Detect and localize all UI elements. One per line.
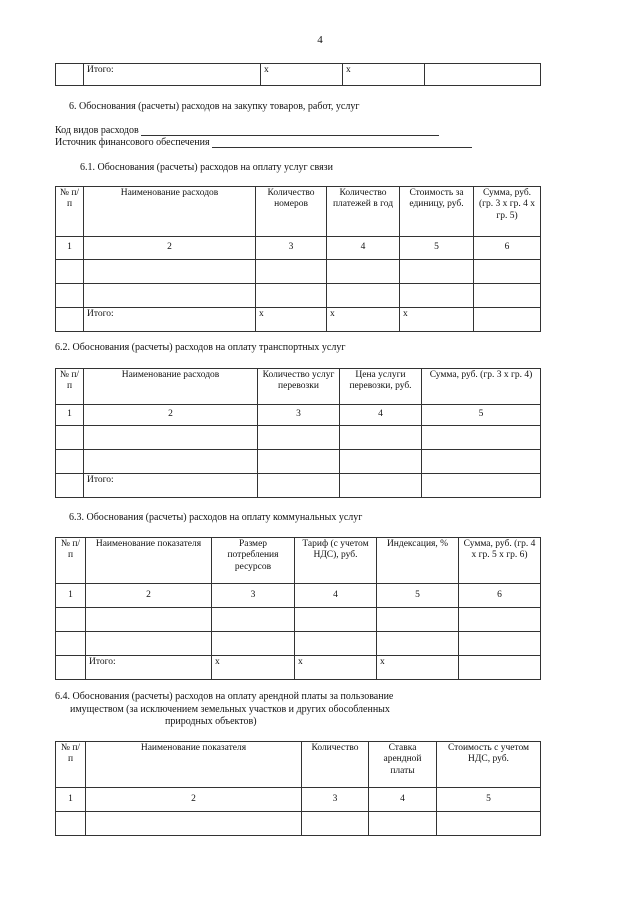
source-label: Источник финансового обеспечения xyxy=(55,137,210,148)
column-number: 6 xyxy=(474,237,541,260)
column-header: Размер потребления ресурсов xyxy=(212,538,295,584)
column-header: Наименование расходов xyxy=(84,187,256,237)
column-header: Цена услуги перевозки, руб. xyxy=(340,369,422,405)
column-header: Наименование расходов xyxy=(84,369,258,405)
table-row xyxy=(56,426,541,450)
section-title-line: имуществом (за исключением земельных участков и других обособленных xyxy=(70,704,390,715)
section-title: 6.2. Обоснования (расчеты) расходов на оплату транспортных услуг xyxy=(55,342,346,353)
column-number: 2 xyxy=(84,237,256,260)
column-number: 1 xyxy=(56,584,86,608)
top-total-table xyxy=(55,63,541,86)
total-row xyxy=(56,656,541,680)
column-header: Количество номеров xyxy=(256,187,327,237)
total-label: Итого: xyxy=(84,474,258,498)
column-number: 2 xyxy=(84,405,258,426)
column-header: Количество xyxy=(302,742,369,788)
total-cell: x xyxy=(327,308,400,332)
column-header: Стоимость за единицу, руб. xyxy=(400,187,474,237)
column-header: Количество платежей в год xyxy=(327,187,400,237)
total-cell: x xyxy=(343,64,425,86)
section-title: 6.4. Обоснования (расчеты) расходов на оплату арендной платы за пользование xyxy=(55,691,394,702)
column-number: 4 xyxy=(369,788,437,812)
column-number: 4 xyxy=(295,584,377,608)
table-6-1 xyxy=(55,186,541,332)
column-number: 5 xyxy=(422,405,541,426)
column-header: Тариф (с учетом НДС), руб. xyxy=(295,538,377,584)
column-number: 5 xyxy=(400,237,474,260)
column-header: № п/п xyxy=(56,538,86,584)
column-number: 3 xyxy=(302,788,369,812)
column-number: 5 xyxy=(377,584,459,608)
column-header: № п/п xyxy=(56,742,86,788)
code-field[interactable] xyxy=(141,135,439,136)
column-number: 1 xyxy=(56,405,84,426)
column-number: 4 xyxy=(340,405,422,426)
section-title: 6. Обоснования (расчеты) расходов на закупку товаров, работ, услуг xyxy=(69,101,360,112)
column-number: 5 xyxy=(437,788,541,812)
column-number: 3 xyxy=(212,584,295,608)
total-label: Итого: xyxy=(84,308,256,332)
column-header: Индексация, % xyxy=(377,538,459,584)
column-header: Наименование показателя xyxy=(86,742,302,788)
column-number: 1 xyxy=(56,788,86,812)
section-title: 6.1. Обоснования (расчеты) расходов на оплату услуг связи xyxy=(80,162,333,173)
column-header: Сумма, руб. (гр. 3 х гр. 4 х гр. 5) xyxy=(474,187,541,237)
total-label: Итого: xyxy=(86,656,212,680)
table-6-3 xyxy=(55,537,541,680)
table-row xyxy=(56,608,541,632)
table-row xyxy=(56,284,541,308)
table-6-4 xyxy=(55,741,541,836)
total-label: Итого: xyxy=(84,64,261,86)
table-row xyxy=(56,632,541,656)
column-header: № п/п xyxy=(56,187,84,237)
table-row xyxy=(56,260,541,284)
total-cell: x xyxy=(212,656,295,680)
table-row xyxy=(56,450,541,474)
column-header: Количество услуг перевозки xyxy=(258,369,340,405)
column-number: 3 xyxy=(256,237,327,260)
column-header: Стоимость с учетом НДС, руб. xyxy=(437,742,541,788)
column-number: 4 xyxy=(327,237,400,260)
column-header: Сумма, руб. (гр. 3 х гр. 4) xyxy=(422,369,541,405)
page-number: 4 xyxy=(317,34,323,46)
column-header: Ставка арендной платы xyxy=(369,742,437,788)
column-number: 2 xyxy=(86,788,302,812)
column-number: 1 xyxy=(56,237,84,260)
section-title-line: природных объектов) xyxy=(165,716,257,727)
table-6-2 xyxy=(55,368,541,498)
total-row xyxy=(56,474,541,498)
column-number: 6 xyxy=(459,584,541,608)
source-field[interactable] xyxy=(212,147,472,148)
column-number: 2 xyxy=(86,584,212,608)
table-row xyxy=(56,812,541,836)
total-cell: x xyxy=(295,656,377,680)
code-label: Код видов расходов xyxy=(55,125,139,136)
total-cell: x xyxy=(377,656,459,680)
column-number: 3 xyxy=(258,405,340,426)
column-header: № п/п xyxy=(56,369,84,405)
section-title: 6.3. Обоснования (расчеты) расходов на оплату коммунальных услуг xyxy=(69,512,363,523)
total-cell: x xyxy=(261,64,343,86)
total-cell: x xyxy=(400,308,474,332)
column-header: Сумма, руб. (гр. 4 х гр. 5 х гр. 6) xyxy=(459,538,541,584)
total-row xyxy=(56,308,541,332)
column-header: Наименование показателя xyxy=(86,538,212,584)
total-cell: x xyxy=(256,308,327,332)
